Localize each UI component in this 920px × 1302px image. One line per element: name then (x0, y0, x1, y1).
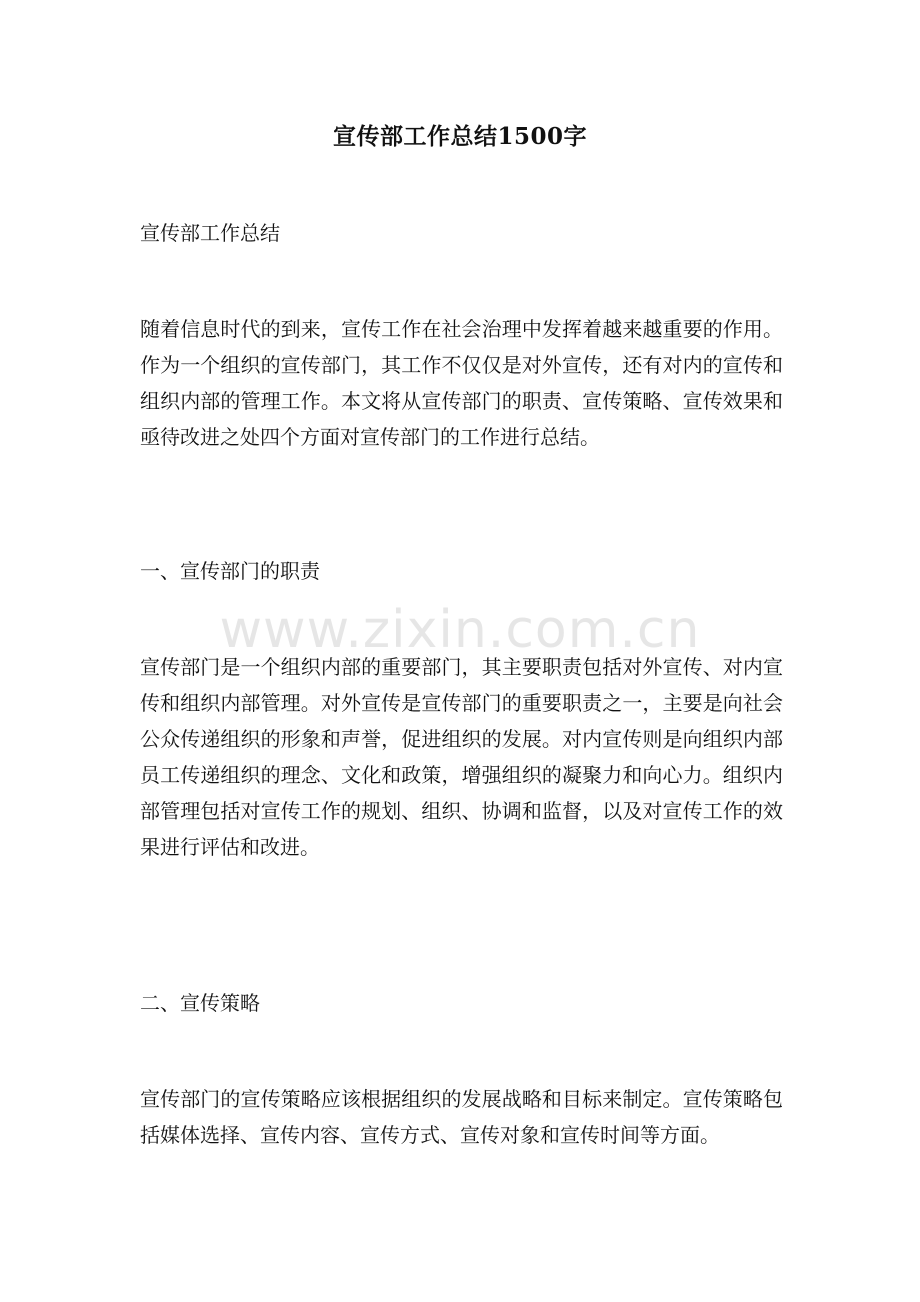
section-paragraph-duties: 宣传部门是一个组织内部的重要部门，其主要职责包括对外宣传、对内宣传和组织内部管理。对外宣传是宣传部门的重要职责之一，主要是向社会公众传递组织的形象和声誉，促进组织的发展。对内宣传则是向组织内部员工传递组织的理念、文化和政策，增强组织的凝聚力和向心力。组织内部管理包括对宣传工作的规划、组织、协调和监督，以及对宣传工作的效果进行评估和改进。 (140, 655, 783, 859)
intro-paragraph: 随着信息时代的到来，宣传工作在社会治理中发挥着越来越重要的作用。作为一个组织的宣传部门，其工作不仅仅是对外宣传，还有对内的宣传和组织内部的管理工作。本文将从宣传部门的职责、宣传策略、宣传效果和亟待改进之处四个方面对宣传部门的工作进行总结。 (140, 317, 783, 449)
section-paragraph-strategy: 宣传部门的宣传策略应该根据组织的发展战略和目标来制定。宣传策略包括媒体选择、宣传内容、宣传方式、宣传对象和宣传时间等方面。 (140, 1087, 783, 1147)
document-title: 宣传部工作总结1500字 (332, 123, 587, 150)
watermark-text: www.zixin.com.cn (219, 600, 701, 660)
section-heading-duties: 一、宣传部门的职责 (140, 559, 320, 583)
document-subtitle: 宣传部工作总结 (140, 221, 280, 245)
section-heading-strategy: 二、宣传策略 (140, 991, 260, 1015)
